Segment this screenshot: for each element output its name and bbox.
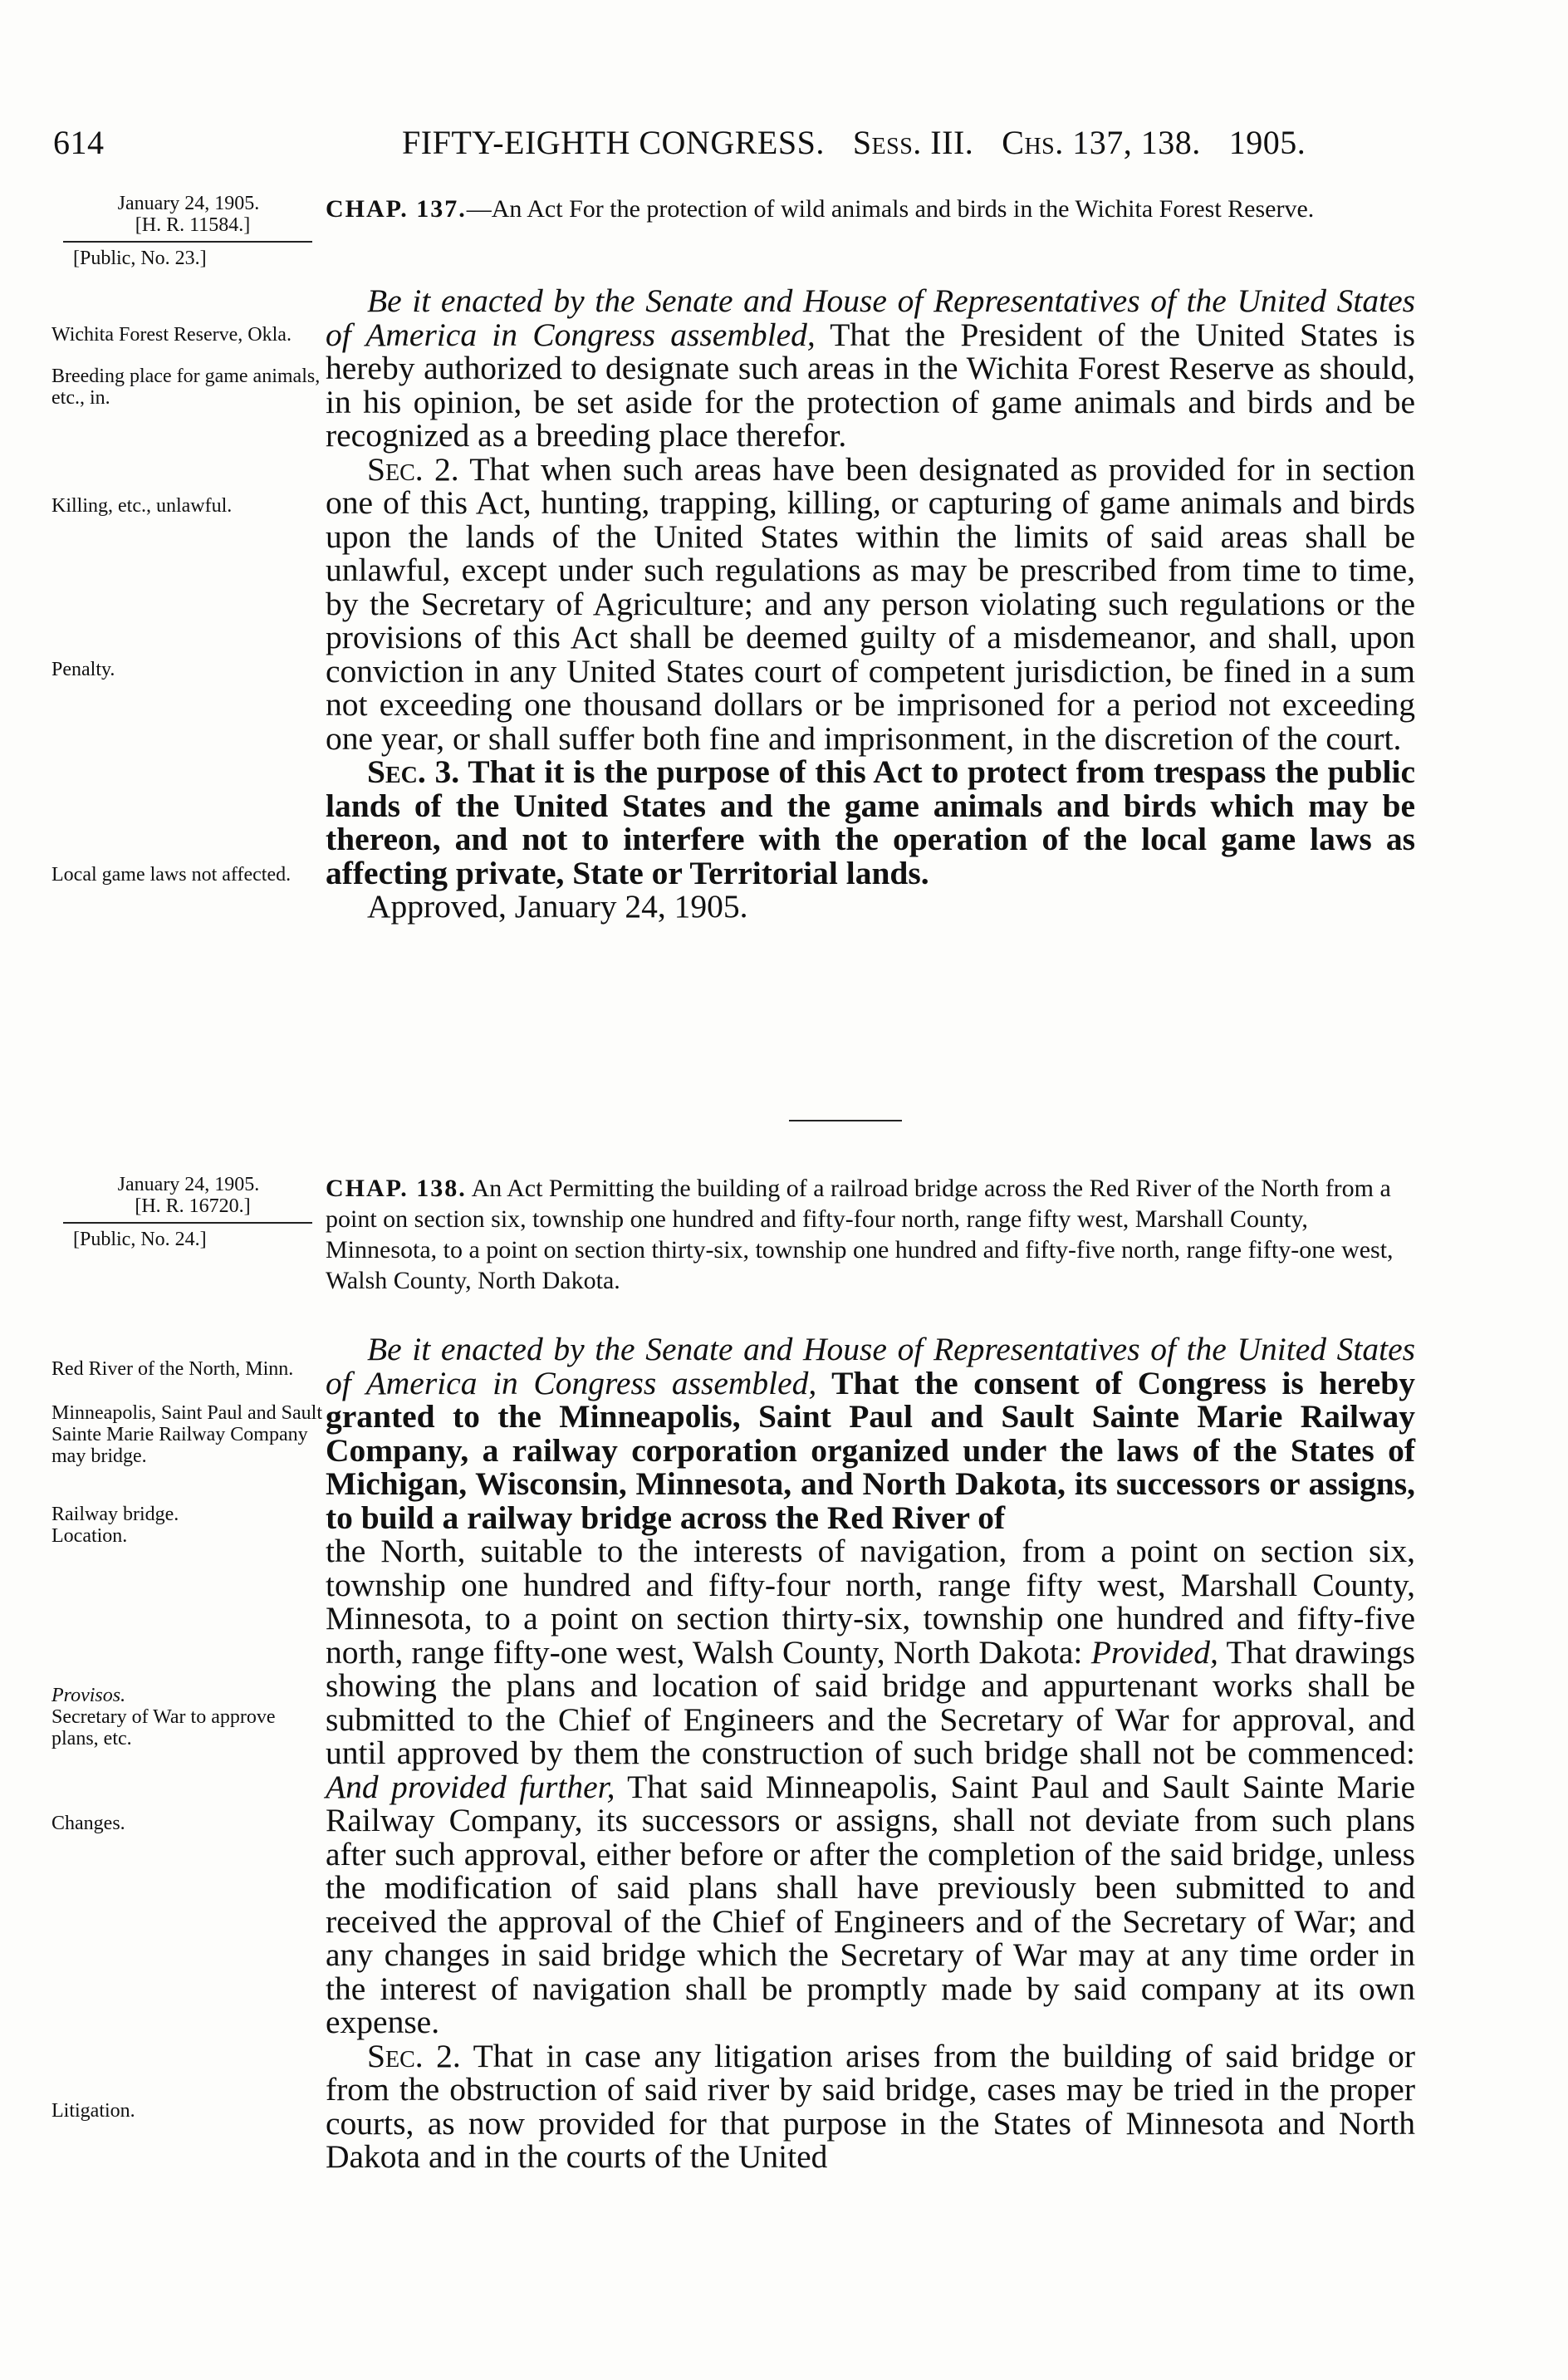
ch138-section-2 <box>326 2039 1415 2174</box>
ch137-approved: Approved, January 24, 1905. <box>367 888 748 925</box>
ch137-sec2-label: Sec. 2. <box>367 450 459 488</box>
ch138-citation-rule <box>63 1222 312 1224</box>
ch138-heading <box>326 1173 1415 1296</box>
ch137-note-breeding: Breeding place for game animals, etc., in. <box>51 366 321 409</box>
ch137-bill: [H. R. 11584.] <box>135 214 251 236</box>
ch138-note-changes: Changes. <box>51 1813 125 1834</box>
ch137-citation-rule <box>63 241 312 243</box>
ch138-section-1-bold-text: That the consent of Congress is hereby granted to the Minneapolis, Saint Paul and Sault Sainte Marie Railway Company, a railway corporation organized under the laws of the States of Michigan, Wisconsin, Minnesota, and North Dakota, its successors or assigns, to build a railway bridge across the Red River of <box>326 1364 1415 1536</box>
ch138-note-railway-bridge: Railway bridge. <box>51 1504 179 1525</box>
header-session: Sess. III. <box>852 124 974 161</box>
ch137-body <box>326 284 1415 923</box>
ch138-note-railway-may-bridge: Minneapolis, Saint Paul and Sault Sainte Marie Railway Company may bridge. <box>51 1402 322 1467</box>
ch138-provided-1: Provided, <box>1090 1633 1218 1671</box>
ch138-note-secretary-approve: Secretary of War to approve plans, etc. <box>51 1706 276 1749</box>
ch137-sec3-label: Sec. 3. <box>367 753 460 790</box>
ch138-date: January 24, 1905. <box>117 1174 260 1195</box>
ch137-note-penalty: Penalty. <box>51 659 115 680</box>
ch137-margin-citation <box>51 193 326 269</box>
ch138-sec2-label: Sec. 2. <box>367 2037 461 2074</box>
ch137-note-local-game-laws: Local game laws not affected. <box>51 864 292 886</box>
header-title: FIFTY-EIGHTH CONGRESS. <box>402 124 825 161</box>
ch138-section-1-after-provided: That drawings showing the plans and location of said bridge and appurtenant works shall be submitted to the Chief of Engineers and the Secretary of War for approval, and until approved by them the construction of such bridge shall not be commenced: <box>326 1633 1415 1771</box>
ch138-bill: [H. R. 16720.] <box>135 1195 251 1217</box>
ch137-note-killing: Killing, etc., unlawful. <box>51 495 233 517</box>
ch137-enacting-clause: Be it enacted by the Senate and House of Representatives of the United States of America in Congress assembled, <box>326 282 1415 353</box>
ch138-sec2-text: That in case any litigation arises from the building of said bridge or from the obstruction of said river by said bridge, cases may be tried in the proper courts, as now provided for that purpose in the States of Minnesota and North Dakota and in the courts of the United <box>326 2037 1415 2175</box>
ch138-provided-2: And provided further, <box>326 1768 615 1805</box>
ch138-section-1 <box>326 1534 1415 2039</box>
ch138-body <box>326 1332 1415 2174</box>
ch138-title: An Act Permitting the building of a railroad bridge across the Red River of the North from a point on section six, township one hundred and fifty-four north, range fifty west, Marshall County, Minnesota, to a point on section thirty-six, township one hundred and fifty-five north, range fifty-one west, Walsh County, North Dakota. <box>326 1175 1394 1294</box>
ch138-public-law: [Public, No. 24.] <box>73 1229 207 1250</box>
ch137-label: CHAP. 137. <box>326 195 467 223</box>
ch138-note-litigation: Litigation. <box>51 2100 135 2122</box>
ch138-note-location: Location. <box>51 1525 128 1547</box>
ch137-section-1-text: That the President of the United States is hereby authorized to designate such areas in the Wichita Forest Reserve as should, in his opinion, be set aside for the protection of game animals and birds and be recognized as a breeding place therefor. <box>326 316 1415 454</box>
ch137-note-wichita: Wichita Forest Reserve, Okla. <box>51 324 292 346</box>
ch138-section-1-bold <box>326 1332 1415 1534</box>
ch138-enacting-clause: Be it enacted by the Senate and House of Representatives of the United States of America in Congress assembled, <box>326 1331 1415 1401</box>
running-header <box>53 123 1432 162</box>
ch137-section-3 <box>326 755 1415 890</box>
ch137-section-2 <box>326 450 1416 757</box>
ch137-date: January 24, 1905. <box>117 193 260 214</box>
ch137-section-1 <box>326 284 1415 453</box>
header-chapters: Chs. 137, 138. <box>1002 124 1201 161</box>
ch138-margin-citation <box>51 1174 326 1250</box>
chapter-divider <box>789 1120 902 1121</box>
ch138-label: CHAP. 138. <box>326 1175 467 1202</box>
ch137-sec2-text: That when such areas have been designated as provided for in section one of this Act, hunting, trapping, killing, or capturing of game animals and birds upon the lands of the United States within the limits of said areas shall be unlawful, except under such regulations as may be prescribed from time to time, by the Secretary of Agriculture; and any person violating such regulations or the provisions of this Act shall be deemed guilty of a misdemeanor, and shall, upon conviction in any United States court of competent jurisdiction, be fined in a sum not exceeding one thousand dollars or be imprisoned for a period not exceeding one year, or shall suffer both fine and imprisonment, in the discretion of the court. <box>326 450 1416 757</box>
ch138-section-1-end: That said Minneapolis, Saint Paul and Sault Sainte Marie Railway Company, its successors or assigns, shall not deviate from such plans after such approval, either before or after the completion of the said bridge, unless the modification of said plans shall have previously been submitted to and received the approval of the Chief of Engineers and of the Secretary of War; and any changes in said bridge which the Secretary of War may at any time order in the interest of navigation shall be promptly made by said company at its own expense. <box>326 1768 1415 2040</box>
ch138-note-red-river: Red River of the North, Minn. <box>51 1358 294 1380</box>
ch137-heading <box>326 194 1415 224</box>
header-year: 1905. <box>1228 124 1306 161</box>
ch137-public-law: [Public, No. 23.] <box>73 248 207 269</box>
ch137-title: —An Act For the protection of wild animals and birds in the Wichita Forest Reserve. <box>466 195 1315 223</box>
ch138-note-provisos: Provisos. <box>51 1685 126 1706</box>
ch138-section-1-text: the North, suitable to the interests of navigation, from a point on section six, township one hundred and fifty-four north, range fifty west, Marshall County, Minnesota, to a point on section thirty-six, township one hundred and fifty-five north, range fifty-one west, Walsh County, North Dakota: <box>326 1533 1415 1671</box>
page-number: 614 <box>53 124 105 161</box>
ch137-sec3-text: That it is the purpose of this Act to protect from trespass the public lands of the United States and the game animals and birds which may be thereon, and not to interfere with the operation of the local game laws as affecting private, State or Territorial lands. <box>326 753 1415 891</box>
